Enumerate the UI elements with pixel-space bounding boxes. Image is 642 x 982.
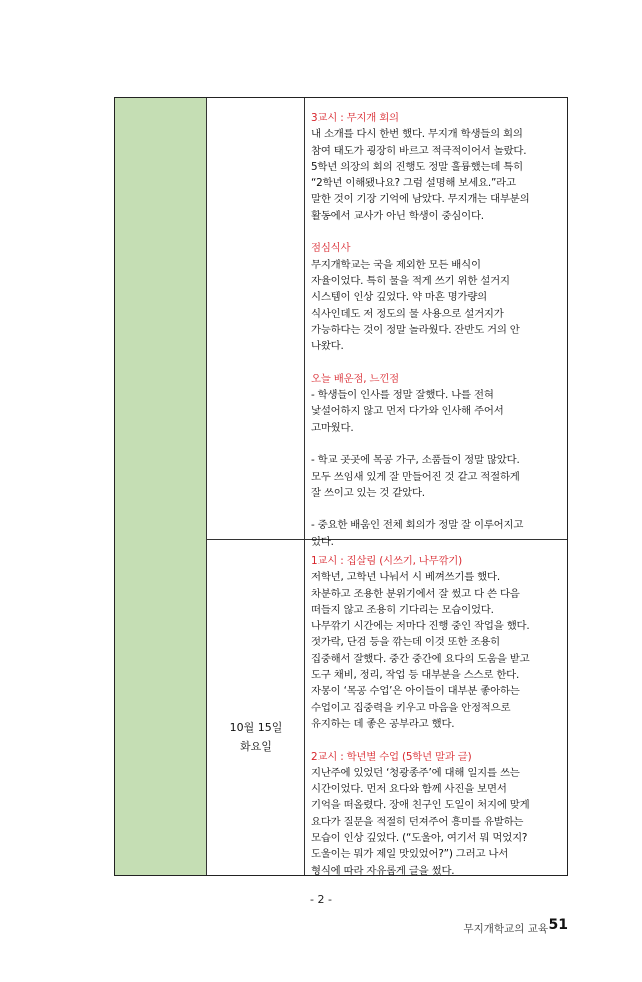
section-gap bbox=[311, 501, 561, 517]
page-marker: - 2 - bbox=[310, 893, 332, 906]
section-block bbox=[311, 452, 561, 501]
section-heading: 점심식사 bbox=[311, 242, 351, 255]
section-gap bbox=[311, 732, 561, 748]
row2-content bbox=[311, 553, 561, 879]
body-line: 집중해서 잘했다. 중간 중간에 요다의 도움을 받고 bbox=[311, 652, 530, 665]
body-line: - 학생들이 인사를 정말 잘했다. 나를 전혀 bbox=[311, 389, 494, 402]
body-line: 모습이 인상 깊었다. (“도울아, 여기서 뭐 먹었지? bbox=[311, 832, 528, 845]
body-line: 수업이고 집중력을 키우고 마음을 안정적으로 bbox=[311, 701, 511, 714]
section-block bbox=[311, 553, 561, 732]
body-line: 나왔다. bbox=[311, 340, 344, 353]
body-line: 나무깎기 시간에는 저마다 진행 중인 작업을 했다. bbox=[311, 620, 530, 633]
date-text: 10월 15일 bbox=[229, 721, 283, 734]
body-line: 고마웠다. bbox=[311, 421, 354, 434]
section-heading: 3교시 : 무지개 회의 bbox=[311, 112, 399, 124]
section-block bbox=[311, 240, 561, 354]
body-line: 있다. bbox=[311, 535, 334, 548]
body-line: - 중요한 배움인 전체 회의가 정말 잘 이루어지고 bbox=[311, 519, 524, 532]
section-gap bbox=[311, 224, 561, 240]
body-line: 차분하고 조용한 분위기에서 잘 썼고 다 쓴 다음 bbox=[311, 587, 520, 600]
body-line: 5학년 의장의 회의 진행도 정말 훌륭했는데 특히 bbox=[311, 160, 523, 173]
date-column bbox=[207, 98, 305, 875]
label-column bbox=[115, 98, 207, 875]
body-line: 말한 것이 기장 기억에 남았다. 무지개는 대부분의 bbox=[311, 193, 530, 206]
body-line: 기억을 떠올렸다. 장애 친구인 도일이 처지에 맞게 bbox=[311, 799, 530, 812]
section-heading: 오늘 배운점, 느낀점 bbox=[311, 372, 400, 385]
body-line: 자몽이 ‘목공 수업’은 아이들이 대부분 좋아하는 bbox=[311, 685, 520, 698]
weekday-text: 화요일 bbox=[240, 740, 272, 753]
section-heading: 1교시 : 집살림 (시쓰기, 나무깎기) bbox=[311, 555, 462, 567]
body-line: 무지개학교는 국을 제외한 모든 배식이 bbox=[311, 258, 481, 271]
body-line: 도구 채비, 정리, 작업 등 대부분을 스스로 한다. bbox=[311, 669, 520, 682]
page-number: 51 bbox=[548, 917, 568, 933]
row1-content bbox=[311, 110, 561, 550]
body-line: 유지하는 데 좋은 공부라고 했다. bbox=[311, 717, 455, 730]
body-line: 지난주에 있었던 ‘청광종주’에 대해 일지를 쓰는 bbox=[311, 766, 520, 779]
section-block bbox=[311, 517, 561, 550]
body-line: “2학년 이해됐나요? 그럼 설명해 보세요.”라고 bbox=[311, 177, 516, 190]
body-line: 자율이었다. 특히 물을 적게 쓰기 위한 설거지 bbox=[311, 274, 510, 287]
body-line: - 학교 곳곳에 목공 가구, 소품들이 정말 많았다. bbox=[311, 454, 520, 467]
body-line: 시간이었다. 먼저 요다와 함께 사진을 보면서 bbox=[311, 783, 507, 796]
book-title: 무지개학교의 교육 bbox=[463, 923, 548, 935]
body-line: 가능하다는 것이 정말 놀라웠다. 잔반도 거의 안 bbox=[311, 323, 520, 336]
section-gap bbox=[311, 354, 561, 370]
body-line: 활동에서 교사가 아닌 학생이 중심이다. bbox=[311, 209, 484, 222]
body-line: 떠들지 않고 조용히 기다리는 모습이었다. bbox=[311, 603, 494, 616]
section-block bbox=[311, 371, 561, 436]
body-line: 내 소개를 다시 한번 했다. 무지개 학생들의 회의 bbox=[311, 128, 523, 141]
body-line: 모두 쓰임새 있게 잘 만들어진 것 같고 적절하게 bbox=[311, 470, 520, 483]
date-cell bbox=[207, 718, 305, 756]
section-gap bbox=[311, 436, 561, 452]
body-line: 시스템이 인상 깊었다. 약 마흔 명가량의 bbox=[311, 291, 488, 304]
section-heading: 2교시 : 학년별 수업 (5학년 말과 글) bbox=[311, 750, 472, 763]
section-block bbox=[311, 110, 561, 224]
body-line: 요다가 질문을 적절히 던져주어 흥미를 유발하는 bbox=[311, 815, 524, 828]
body-line: 참여 태도가 굉장히 바르고 적극적이어서 놀랐다. bbox=[311, 144, 527, 157]
body-line: 젓가락, 단검 등을 깎는데 이것 또한 조용히 bbox=[311, 636, 500, 649]
body-line: 도울이는 뭐가 제일 맛있었어?”) 그러고 나서 bbox=[311, 848, 509, 861]
journal-table bbox=[114, 97, 568, 876]
section-block bbox=[311, 749, 561, 879]
body-line: 형식에 따라 자유롭게 글을 썼다. bbox=[311, 864, 455, 877]
body-line: 잘 쓰이고 있는 것 같았다. bbox=[311, 486, 425, 499]
body-line: 식사인데도 저 정도의 물 사용으로 설거지가 bbox=[311, 307, 504, 320]
body-line: 저학년, 고학년 나눠서 시 베껴쓰기를 했다. bbox=[311, 571, 500, 584]
body-line: 낯설어하지 않고 먼저 다가와 인사해 주어서 bbox=[311, 405, 504, 418]
